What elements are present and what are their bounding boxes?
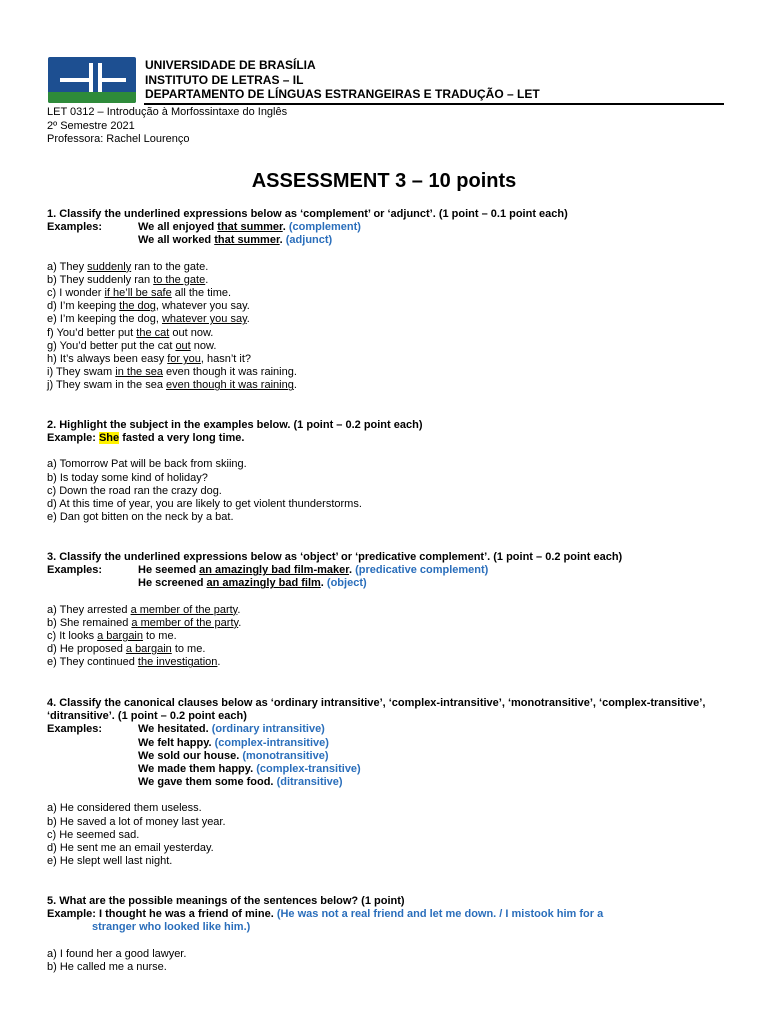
item-underlined: in the sea bbox=[115, 366, 163, 379]
list-item: c) Down the road ran the crazy dog. bbox=[47, 484, 222, 497]
list-item bbox=[47, 656, 727, 669]
list-item: d) He sent me an email yesterday. bbox=[47, 842, 214, 855]
item-underlined: a member of the party bbox=[131, 616, 239, 629]
examples-label: Examples: bbox=[47, 564, 103, 577]
examples-label bbox=[47, 737, 138, 750]
item-underlined: for you bbox=[167, 353, 201, 366]
item-text: e) I’m keeping the dog, bbox=[47, 313, 162, 326]
example-text: fasted a very long time. bbox=[119, 432, 245, 445]
question-5-example-answer-cont: stranger who looked like him.) bbox=[92, 921, 251, 934]
list-item: d) At this time of year, you are likely to get violent thunderstorms. bbox=[47, 498, 362, 511]
example-row bbox=[47, 737, 727, 750]
item-underlined: if he’ll be safe bbox=[104, 287, 172, 300]
example-text: We all worked bbox=[138, 234, 215, 247]
examples-label bbox=[47, 763, 138, 776]
item-text: ran to the gate. bbox=[131, 260, 209, 273]
example-answer: (monotransitive) bbox=[242, 749, 329, 762]
item-text: b) They suddenly ran bbox=[47, 273, 154, 286]
list-item bbox=[47, 643, 727, 656]
list-item bbox=[47, 379, 727, 392]
item-text: , hasn’t it? bbox=[200, 353, 252, 366]
example-body bbox=[138, 763, 361, 776]
list-item: e) He slept well last night. bbox=[47, 855, 173, 868]
example-answer: (complement) bbox=[288, 221, 361, 234]
list-item: a) He considered them useless. bbox=[47, 802, 202, 815]
item-text: . bbox=[237, 603, 241, 616]
item-text: . bbox=[293, 379, 297, 392]
item-underlined: the investigation bbox=[137, 656, 218, 669]
header-rule bbox=[144, 103, 724, 105]
item-underlined: the dog bbox=[119, 300, 156, 313]
item-text: . bbox=[246, 313, 250, 326]
list-item: a) I found her a good lawyer. bbox=[47, 947, 187, 960]
item-underlined: whatever you say bbox=[161, 313, 247, 326]
course-name: LET 0312 – Introdução à Morfossintaxe do Inglês bbox=[47, 106, 288, 118]
item-underlined: a member of the party bbox=[130, 603, 238, 616]
list-item bbox=[47, 327, 727, 340]
example-underlined: an amazingly bad film bbox=[206, 577, 321, 590]
question-1-items bbox=[47, 261, 727, 393]
highlighted-subject: She bbox=[98, 432, 120, 445]
example-text: He seemed bbox=[138, 564, 200, 577]
example-punct: . bbox=[282, 221, 286, 234]
item-text: b) She remained bbox=[47, 616, 132, 629]
example-row bbox=[47, 776, 727, 789]
question-5-items bbox=[47, 948, 727, 974]
item-text: j) They swam in the sea bbox=[47, 379, 167, 392]
list-item bbox=[47, 617, 727, 630]
example-punct: . bbox=[320, 577, 324, 590]
examples-label: Examples: bbox=[47, 723, 103, 736]
list-item: b) Is today some kind of holiday? bbox=[47, 471, 208, 484]
example-punct: . bbox=[279, 234, 283, 247]
example-text: We sold our house. bbox=[138, 749, 243, 762]
item-text: c) It looks bbox=[47, 630, 98, 643]
question-3-example-2 bbox=[47, 577, 727, 590]
example-answer: (ditransitive) bbox=[276, 776, 343, 789]
item-text: out now. bbox=[169, 326, 214, 339]
department-name: DEPARTAMENTO DE LÍNGUAS ESTRANGEIRAS E TRADUÇÃO – LET bbox=[145, 87, 540, 101]
item-text: a) They arrested bbox=[47, 603, 131, 616]
list-item: a) Tomorrow Pat will be back from skiing. bbox=[47, 458, 247, 471]
list-item: b) He called me a nurse. bbox=[47, 960, 167, 973]
example-underlined: that summer bbox=[217, 221, 283, 234]
institute-name: INSTITUTO DE LETRAS – IL bbox=[145, 72, 304, 87]
question-5-prompt: 5. What are the possible meanings of the sentences below? (1 point) bbox=[47, 895, 405, 907]
course-info bbox=[47, 106, 287, 147]
example-body bbox=[138, 750, 329, 763]
item-underlined: suddenly bbox=[87, 260, 132, 273]
university-name: UNIVERSIDADE DE BRASÍLIA bbox=[145, 58, 316, 72]
list-item: c) He seemed sad. bbox=[47, 828, 140, 841]
question-1-prompt: 1. Classify the underlined expressions below as ‘complement’ or ‘adjunct’. (1 point – 0.1 point each) bbox=[47, 208, 568, 220]
list-item bbox=[47, 313, 727, 326]
item-underlined: a bargain bbox=[97, 630, 143, 643]
question-3-example-1 bbox=[47, 564, 727, 577]
item-text: now. bbox=[190, 339, 217, 352]
list-item bbox=[47, 274, 727, 287]
item-text: d) I’m keeping bbox=[47, 300, 120, 313]
examples-label bbox=[47, 776, 138, 789]
question-2-items bbox=[47, 458, 727, 524]
item-text: i) They swam bbox=[47, 366, 116, 379]
list-item bbox=[47, 340, 727, 353]
examples-label bbox=[47, 750, 138, 763]
item-text: all the time. bbox=[171, 287, 232, 300]
example-text: We felt happy. bbox=[138, 736, 215, 749]
question-2-prompt: 2. Highlight the subject in the examples below. (1 point – 0.2 point each) bbox=[47, 419, 423, 431]
question-1-example-2 bbox=[47, 234, 727, 247]
example-row bbox=[47, 750, 727, 763]
question-3 bbox=[47, 551, 727, 670]
list-item bbox=[47, 353, 727, 366]
list-item: b) He saved a lot of money last year. bbox=[47, 815, 226, 828]
example-answer: (complex-transitive) bbox=[256, 763, 361, 776]
question-4 bbox=[47, 697, 727, 868]
example-text: We gave them some food. bbox=[138, 776, 277, 789]
item-text: to me. bbox=[171, 643, 206, 656]
list-item bbox=[47, 300, 727, 313]
example-answer: (ordinary intransitive) bbox=[211, 723, 325, 736]
question-4-items bbox=[47, 802, 727, 868]
list-item bbox=[47, 604, 727, 617]
item-text: a) They bbox=[47, 260, 88, 273]
example-row bbox=[47, 763, 727, 776]
example-punct: . bbox=[348, 564, 352, 577]
item-text: c) I wonder bbox=[47, 287, 105, 300]
examples-label: Examples: bbox=[47, 221, 103, 234]
item-text: even though it was raining. bbox=[162, 366, 297, 379]
question-3-items bbox=[47, 604, 727, 670]
item-underlined: the cat bbox=[136, 326, 170, 339]
example-text: We all enjoyed bbox=[138, 221, 218, 234]
item-text: . bbox=[217, 656, 221, 669]
item-text: . bbox=[205, 273, 209, 286]
question-4-prompt: 4. Classify the canonical clauses below as ‘ordinary intransitive’, ‘complex-intransitive’, ‘monotransitive’, ‘complex-transitive’, ‘ditransitive’. (1 point – 0.2 point each) bbox=[47, 697, 706, 723]
example-row bbox=[47, 723, 727, 736]
example-text: He screened bbox=[138, 577, 207, 590]
example-answer: (predicative complement) bbox=[355, 564, 489, 577]
question-4-examples bbox=[47, 723, 727, 789]
list-item bbox=[47, 630, 727, 643]
example-label: Example: bbox=[47, 908, 99, 921]
question-1-example-1 bbox=[47, 221, 727, 234]
item-underlined: to the gate bbox=[153, 273, 206, 286]
example-body bbox=[138, 737, 329, 750]
item-underlined: a bargain bbox=[125, 643, 172, 656]
item-text: g) You’d better put the cat bbox=[47, 339, 176, 352]
example-answer: (adjunct) bbox=[285, 234, 333, 247]
page-title: ASSESSMENT 3 – 10 points bbox=[251, 170, 517, 192]
question-5-example bbox=[47, 908, 727, 921]
item-text: . bbox=[238, 616, 242, 629]
example-underlined: that summer bbox=[214, 234, 280, 247]
university-logo bbox=[48, 57, 136, 103]
question-2-example bbox=[47, 432, 727, 445]
list-item: e) Dan got bitten on the neck by a bat. bbox=[47, 511, 234, 524]
example-text: I thought he was a friend of mine. bbox=[98, 908, 277, 921]
example-text: We made them happy. bbox=[138, 763, 257, 776]
question-5 bbox=[47, 895, 727, 974]
semester: 2º Semestre 2021 bbox=[47, 119, 135, 132]
item-underlined: even though it was raining bbox=[166, 379, 294, 392]
list-item bbox=[47, 287, 727, 300]
item-text: to me. bbox=[143, 630, 177, 643]
example-body bbox=[138, 723, 325, 736]
teacher-name: Professora: Rachel Lourenço bbox=[47, 133, 190, 145]
item-text: h) It’s always been easy bbox=[47, 353, 168, 366]
question-1 bbox=[47, 208, 727, 393]
item-text: e) They continued bbox=[47, 656, 138, 669]
question-3-prompt: 3. Classify the underlined expressions below as ‘object’ or ‘predicative complement’. (1 point – 0.2 point each) bbox=[47, 551, 623, 563]
item-text: d) He proposed bbox=[47, 643, 126, 656]
list-item bbox=[47, 366, 727, 379]
example-body bbox=[138, 776, 343, 789]
example-label: Example: bbox=[47, 432, 99, 445]
example-answer: (object) bbox=[326, 577, 367, 590]
example-answer: (He was not a real friend and let me down. / I mistook him for a bbox=[276, 908, 604, 921]
example-underlined: an amazingly bad film-maker bbox=[199, 564, 349, 577]
list-item bbox=[47, 261, 727, 274]
item-text: f) You’d better put bbox=[47, 326, 137, 339]
institution-header bbox=[145, 58, 540, 102]
item-underlined: out bbox=[175, 339, 191, 352]
question-2 bbox=[47, 419, 727, 524]
item-text: , whatever you say. bbox=[155, 300, 250, 313]
example-text: We hesitated. bbox=[138, 723, 212, 736]
example-answer: (complex-intransitive) bbox=[214, 736, 329, 749]
